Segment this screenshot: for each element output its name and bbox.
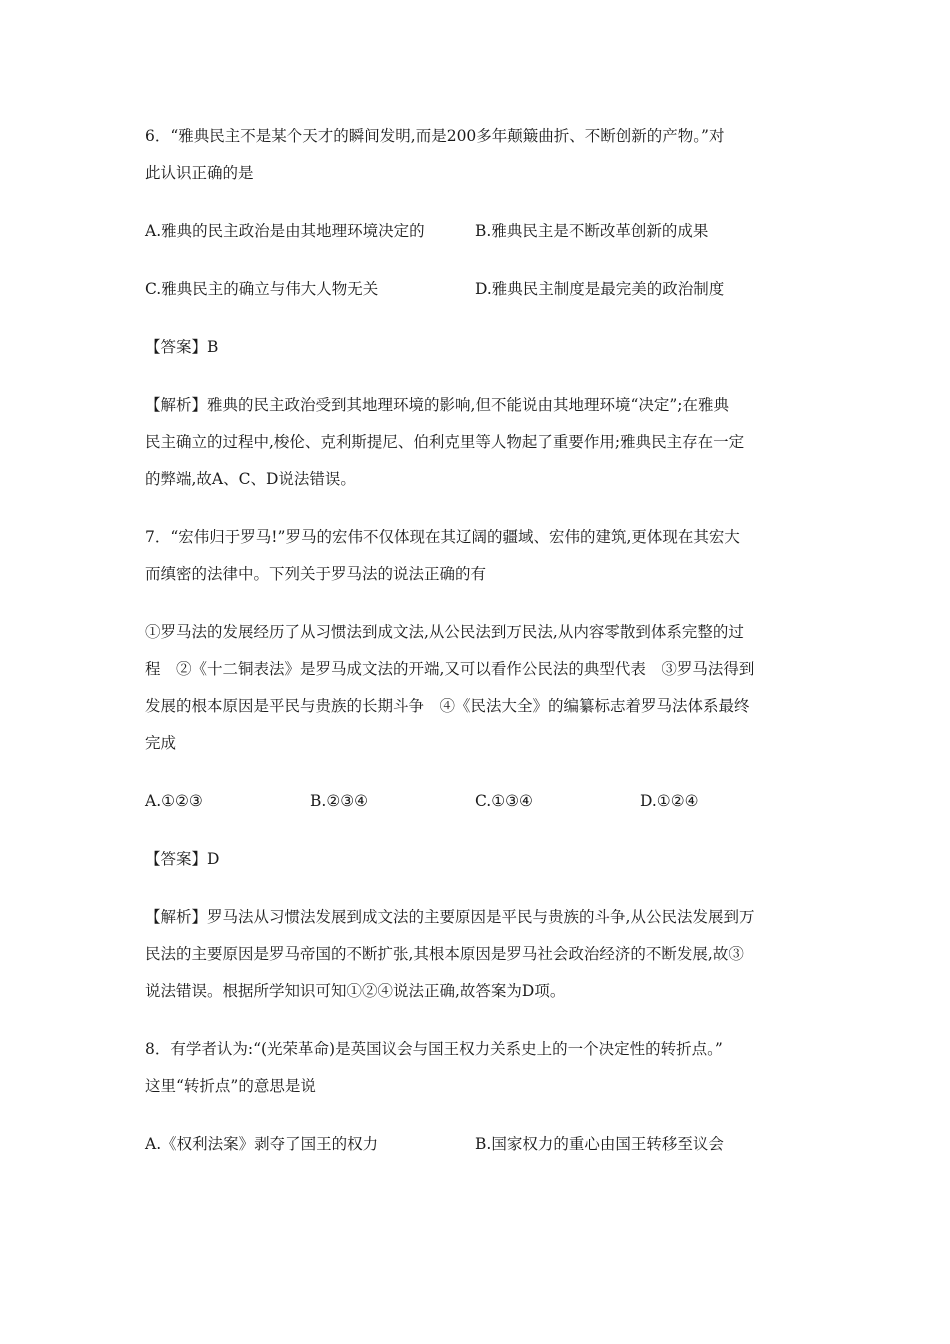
question-7-statement-line-1: ①罗马法的发展经历了从习惯法到成文法,从公民法到万民法,从内容零散到体系完整的过 bbox=[145, 623, 744, 641]
option-c: C.雅典民主的确立与伟大人物无关 bbox=[145, 280, 379, 298]
answer-value: D bbox=[207, 850, 220, 868]
question-7 bbox=[145, 519, 810, 1010]
option-d: D.①②④ bbox=[640, 792, 699, 810]
question-6-stem-line-2: 此认识正确的是 bbox=[145, 164, 254, 182]
question-7-options-row bbox=[145, 783, 810, 820]
answer-label: 【答案】 bbox=[145, 850, 208, 868]
analysis-label: 【解析】 bbox=[145, 908, 208, 926]
question-8-stem-line-1: 8．有学者认为:“(光荣革命)是英国议会与国王权力关系史上的一个决定性的转折点。” bbox=[145, 1040, 723, 1058]
question-7-analysis-line-2: 民法的主要原因是罗马帝国的不断扩张,其根本原因是罗马社会政治经济的不断发展,故③ bbox=[145, 945, 744, 963]
question-6-analysis-line-2: 民主确立的过程中,梭伦、克利斯提尼、伯利克里等人物起了重要作用;雅典民主存在一定 bbox=[145, 433, 745, 451]
question-7-stem-line-1: 7．“宏伟归于罗马!”罗马的宏伟不仅体现在其辽阔的疆域、宏伟的建筑,更体现在其宏大 bbox=[145, 528, 740, 546]
question-8 bbox=[145, 1031, 810, 1163]
question-7-analysis-line-3: 说法错误。根据所学知识可知①②④说法正确,故答案为D项。 bbox=[145, 982, 566, 1000]
question-6 bbox=[145, 118, 810, 498]
option-a: A.①②③ bbox=[145, 792, 203, 810]
option-b: B.②③④ bbox=[310, 792, 369, 810]
option-b: B.雅典民主是不断改革创新的成果 bbox=[475, 222, 709, 240]
question-6-options-row-2 bbox=[145, 271, 810, 308]
analysis-text: 雅典的民主政治受到其地理环境的影响,但不能说由其地理环境“决定”;在雅典 bbox=[207, 396, 730, 414]
question-7-stem-line-2: 而缜密的法律中。下列关于罗马法的说法正确的有 bbox=[145, 565, 487, 583]
analysis-label: 【解析】 bbox=[145, 396, 208, 414]
question-7-answer bbox=[145, 841, 810, 878]
question-7-analysis-line-1 bbox=[145, 899, 810, 936]
answer-value: B bbox=[207, 338, 219, 356]
question-6-stem-line-1: 6．“雅典民主不是某个天才的瞬间发明,而是200多年颠簸曲折、不断创新的产物。”对 bbox=[145, 127, 725, 145]
analysis-text: 罗马法从习惯法发展到成文法的主要原因是平民与贵族的斗争,从公民法发展到万 bbox=[207, 908, 755, 926]
option-b: B.国家权力的重心由国王转移至议会 bbox=[475, 1135, 724, 1153]
question-6-options-row-1 bbox=[145, 213, 810, 250]
option-d: D.雅典民主制度是最完美的政治制度 bbox=[475, 280, 725, 298]
question-8-options-row-1 bbox=[145, 1126, 810, 1163]
question-8-stem-line-2: 这里“转折点”的意思是说 bbox=[145, 1077, 316, 1095]
question-7-statement-line-2: 程 ②《十二铜表法》是罗马成文法的开端,又可以看作公民法的典型代表 ③罗马法得到 bbox=[145, 660, 755, 678]
question-7-statement-line-3: 发展的根本原因是平民与贵族的长期斗争 ④《民法大全》的编纂标志着罗马法体系最终 bbox=[145, 697, 750, 715]
document-page bbox=[145, 118, 810, 1163]
option-a: A.雅典的民主政治是由其地理环境决定的 bbox=[145, 222, 425, 240]
option-c: C.①③④ bbox=[475, 792, 533, 810]
question-6-answer bbox=[145, 329, 810, 366]
question-6-analysis-line-1 bbox=[145, 387, 810, 424]
question-7-statement-line-4: 完成 bbox=[145, 734, 177, 752]
option-a: A.《权利法案》剥夺了国王的权力 bbox=[145, 1135, 379, 1153]
answer-label: 【答案】 bbox=[145, 338, 208, 356]
question-6-analysis-line-3: 的弊端,故A、C、D说法错误。 bbox=[145, 470, 356, 488]
